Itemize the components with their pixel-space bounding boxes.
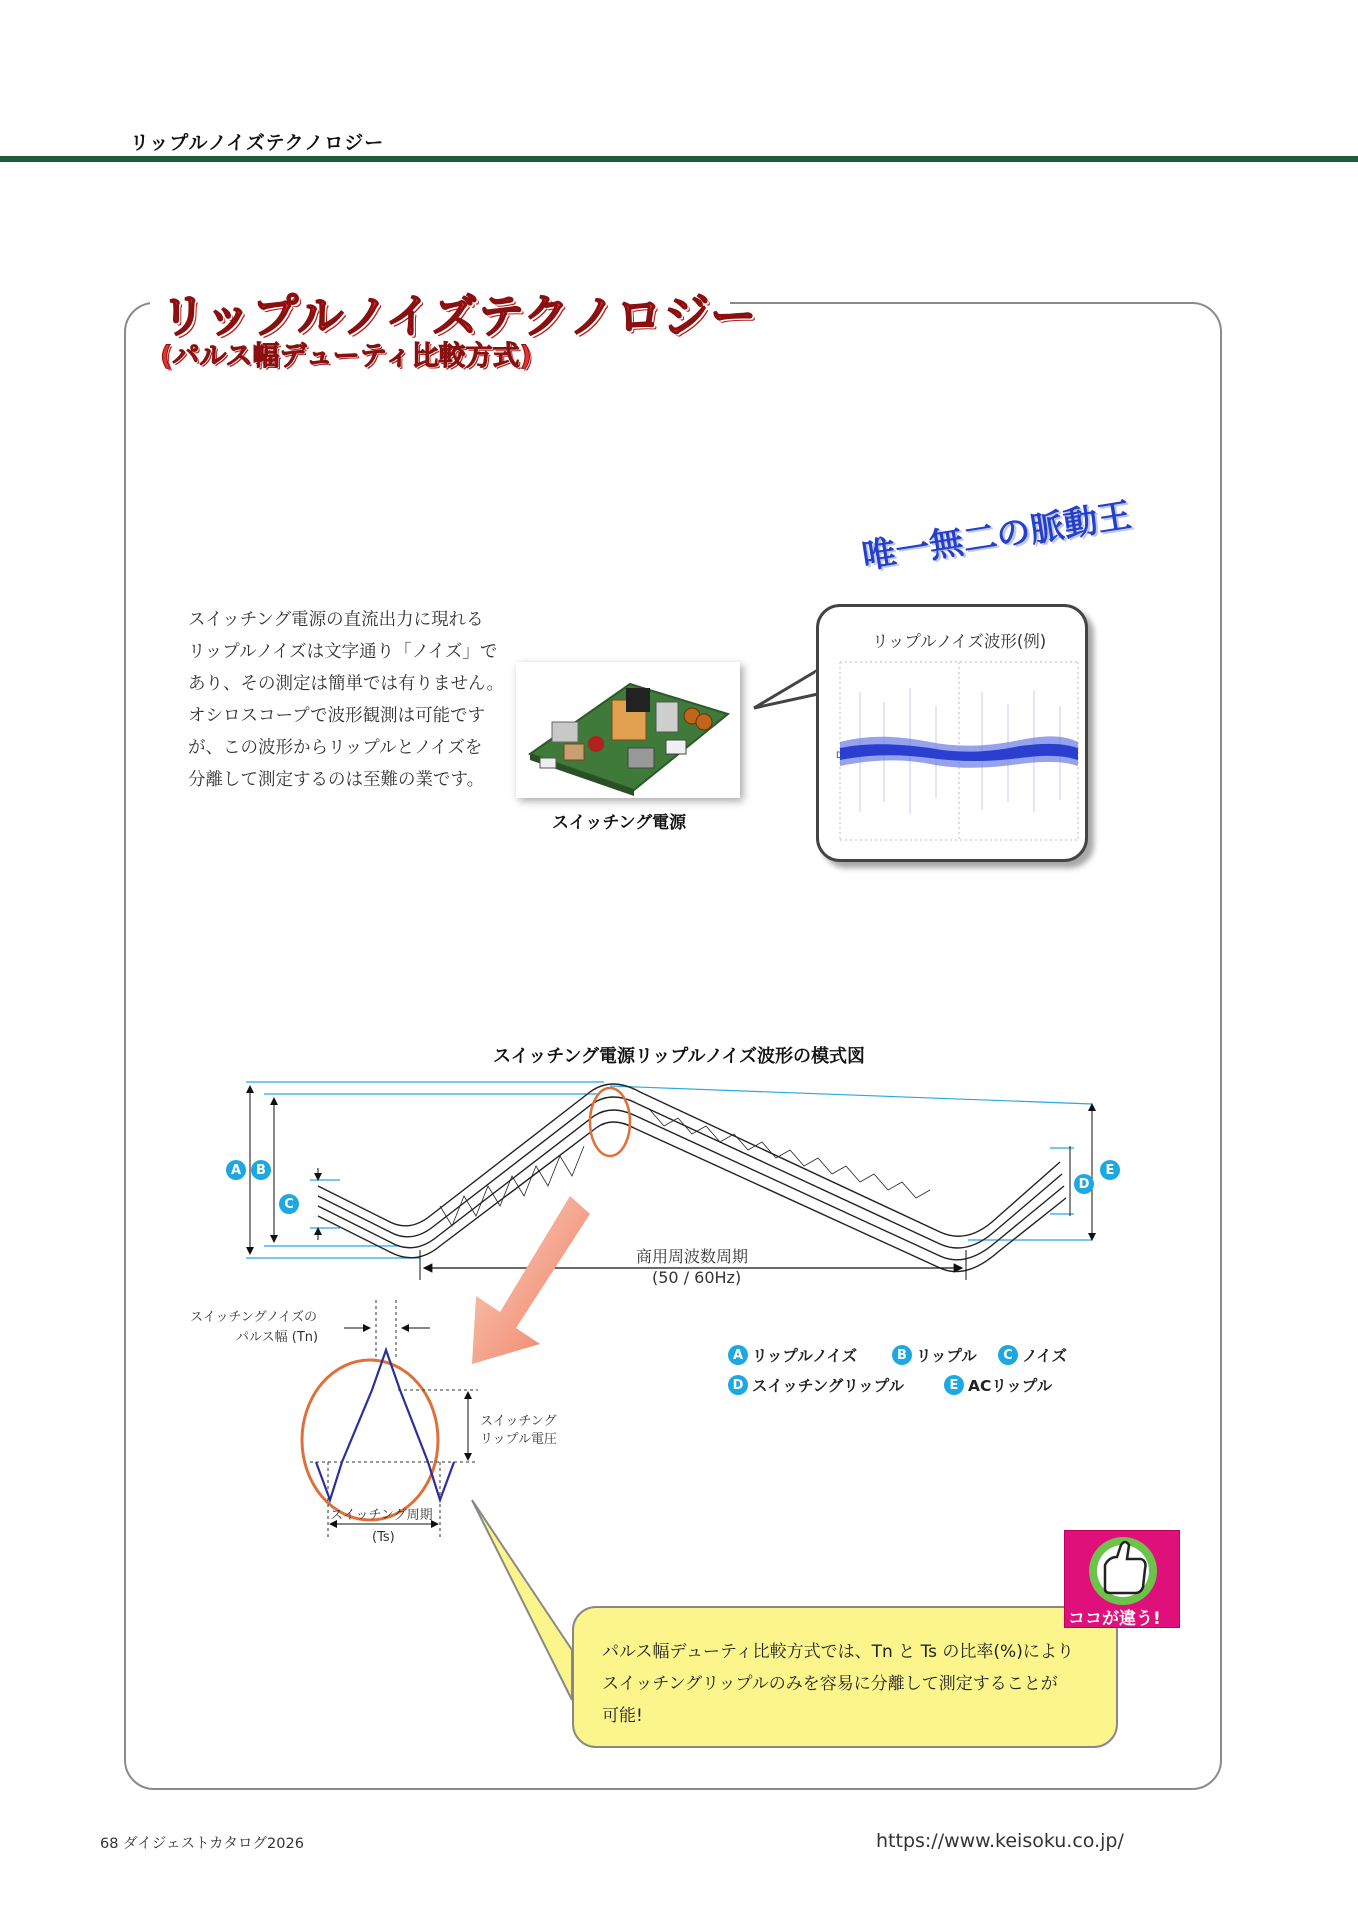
header-rule [0,156,1358,162]
callout-line: スイッチングリップルのみを容易に分離して測定することが [602,1674,1058,1694]
marker-c: C [279,1194,299,1214]
footer-url-link[interactable]: https://www.keisoku.co.jp/ [876,1830,1124,1852]
intro-line: 分離して測定するのは至難の業です。 [188,770,485,790]
callout-text [602,1636,1102,1732]
intro-line: オシロスコープで波形観測は可能です [188,706,486,726]
main-title: リップルノイズテクノロジー [160,289,758,343]
legend-item [998,1344,1067,1366]
marker-b: B [251,1160,271,1180]
running-head: リップルノイズテクノロジー [130,132,385,154]
ripple-voltage-label-2: リップル電圧 [480,1432,557,1447]
diagram-title: スイッチング電源リップルノイズ波形の模式図 [492,1046,866,1067]
slogan: 唯一無二の脈動王 [859,495,1135,578]
photo-caption: スイッチング電源 [552,813,687,833]
marker-d: D [1074,1174,1094,1194]
power-supply-illustration [516,662,740,798]
intro-line: リップルノイズは文字通り「ノイズ」で [188,642,498,662]
legend-label: リップル [916,1347,977,1365]
legend-item [944,1374,1052,1396]
period-label: 商用周波数周期 [636,1247,749,1266]
legend-label: スイッチングリップル [752,1377,905,1395]
intro-line: が、この波形からリップルとノイズを [188,738,483,758]
switching-period-ts-label: (Ts) [372,1530,395,1545]
legend-label: ノイズ [1022,1347,1067,1365]
switching-period-label: スイッチング周期 [330,1508,433,1523]
ripple-voltage-label: スイッチング [480,1414,557,1429]
waveform-title: リップルノイズ波形(例) [872,632,1047,651]
legend-label: ACリップル [968,1377,1053,1395]
legend-item [728,1374,944,1396]
diagram-legend [728,1340,1067,1400]
legend-badge: A [728,1345,748,1365]
sub-title: (パルス幅デューティ比較方式) [160,341,532,372]
pulse-width-label: スイッチングノイズの [190,1310,318,1325]
legend-badge: C [998,1345,1018,1365]
legend-badge: D [728,1375,748,1395]
legend-item [728,1344,892,1366]
legend-label: リップルノイズ [752,1347,858,1365]
legend-item [892,1344,998,1366]
callout-line: パルス幅デューティ比較方式では、Tn と Ts の比率(%)により [602,1642,1074,1662]
marker-e: E [1100,1160,1120,1180]
callout-line: 可能! [602,1706,643,1726]
intro-line: あり、その測定は簡単では有りません。 [188,674,505,694]
pulse-width-label-tn: パルス幅 (Tn) [236,1330,319,1345]
legend-badge: E [944,1375,964,1395]
intro-paragraph [188,604,518,796]
svg-text:D: D [836,751,843,761]
koko-label: ココが違う! [1068,1609,1161,1629]
marker-a: A [226,1160,246,1180]
oscilloscope-waveform [836,662,1078,840]
power-supply-photo [516,662,740,798]
legend-badge: B [892,1345,912,1365]
intro-line: スイッチング電源の直流出力に現れる [188,610,484,630]
footer-page-info: 68 ダイジェストカタログ2026 [100,1836,304,1852]
period-frequency-label: (50 / 60Hz) [652,1268,742,1287]
